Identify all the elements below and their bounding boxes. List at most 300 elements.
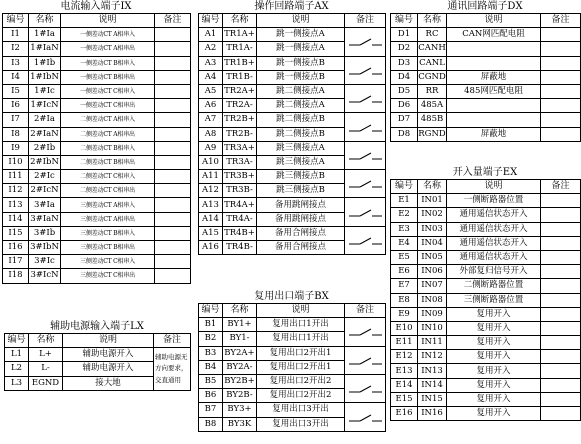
table-row [3, 198, 191, 212]
terminal-num: E11 [391, 336, 418, 350]
table-row [391, 28, 581, 42]
terminal-desc: 三侧差动CT A相串入 [61, 198, 155, 212]
table-row [3, 155, 191, 169]
terminal-desc [447, 56, 541, 70]
terminal-num: E16 [391, 407, 418, 421]
terminal-name: CGND [418, 70, 447, 84]
contact-cell [345, 403, 386, 431]
terminal-num: D4 [391, 70, 418, 84]
terminal-name: 3#Ia [29, 198, 61, 212]
terminal-desc: 跳一侧接点A [257, 28, 345, 42]
remark-cell [541, 194, 581, 208]
terminal-name: TR3A+ [223, 141, 257, 155]
terminal-num: I14 [3, 212, 29, 226]
table-row [391, 70, 581, 84]
terminal-name: IN03 [418, 222, 447, 236]
terminal-name: 1#IaN [29, 42, 61, 56]
terminal-num: E14 [391, 378, 418, 392]
terminal-name: TR1B- [223, 70, 257, 84]
remark-cell [541, 236, 581, 250]
terminal-num: A16 [199, 241, 223, 255]
terminal-desc: 复用开入 [447, 336, 541, 350]
remark-cell [541, 42, 581, 56]
terminal-desc: 一侧差动CT B相串入 [61, 56, 155, 70]
terminal-desc: 一侧差动CT C相串入 [61, 84, 155, 98]
terminal-name: TR3A- [223, 155, 257, 169]
terminal-num: E12 [391, 350, 418, 364]
terminal-name: 2#Ib [29, 141, 61, 155]
terminal-desc: 三侧差动CT B相串出 [61, 241, 155, 255]
remark-cell [155, 127, 191, 141]
terminal-name: IN11 [418, 336, 447, 350]
terminal-num: D5 [391, 84, 418, 98]
table-row [3, 184, 191, 198]
contact-cell [345, 198, 386, 226]
table-row [391, 84, 581, 98]
table-row [3, 42, 191, 56]
terminal-desc: 一侧差动CT C相串出 [61, 99, 155, 113]
header-name: 名称 [223, 14, 257, 28]
terminal-name: BY2B+ [223, 374, 257, 388]
terminal-desc: 二侧断路器位置 [447, 279, 541, 293]
terminal-desc: 复用开入 [447, 392, 541, 406]
terminal-desc: 跳一侧接点A [257, 42, 345, 56]
terminal-name: RC [418, 28, 447, 42]
terminal-name: IN15 [418, 392, 447, 406]
terminal-desc: 复用出口2开出1 [257, 360, 345, 374]
terminal-num: D2 [391, 42, 418, 56]
remark-cell [541, 56, 581, 70]
terminal-num: D3 [391, 56, 418, 70]
table-row [3, 113, 191, 127]
table-row [391, 265, 581, 279]
header-num: 编号 [199, 304, 223, 318]
header-desc: 说明 [257, 304, 345, 318]
contact-symbol-icon [345, 206, 386, 219]
header-remark: 备注 [541, 14, 581, 28]
terminal-desc: 通用遥信状态开入 [447, 236, 541, 250]
terminal-desc: 跳一侧接点B [257, 70, 345, 84]
remark-cell [155, 226, 191, 240]
table-row [3, 255, 191, 269]
terminal-desc: 辅助电源开入 [63, 348, 154, 362]
terminal-num: A6 [199, 99, 223, 113]
terminal-desc: 复用开入 [447, 321, 541, 335]
terminal-num: B3 [199, 346, 223, 360]
ax-block [198, 0, 385, 255]
remark-cell [541, 307, 581, 321]
terminal-desc: 备用跳闸接点 [257, 198, 345, 212]
ix-table [2, 13, 191, 284]
remark-cell [541, 321, 581, 335]
terminal-desc: 外部复归信号开入 [447, 265, 541, 279]
table-row [391, 364, 581, 378]
terminal-name: IN14 [418, 378, 447, 392]
terminal-desc: 三侧断路器位置 [447, 293, 541, 307]
terminal-num: A4 [199, 70, 223, 84]
contact-symbol-icon [345, 325, 386, 338]
table-row [391, 321, 581, 335]
terminal-num: A1 [199, 28, 223, 42]
terminal-num: D8 [391, 127, 418, 141]
contact-cell [345, 84, 386, 112]
terminal-desc: 备用合闸接点 [257, 241, 345, 255]
terminal-num: A3 [199, 56, 223, 70]
header-remark: 备注 [154, 334, 191, 348]
terminal-num: E3 [391, 222, 418, 236]
terminal-num: B7 [199, 403, 223, 417]
terminal-num: L2 [5, 362, 29, 376]
table-row [391, 236, 581, 250]
header-name: 名称 [29, 334, 63, 348]
remark-cell [541, 99, 581, 113]
terminal-name: IN08 [418, 293, 447, 307]
terminal-desc: 跳三侧接点B [257, 184, 345, 198]
table-row [199, 170, 386, 184]
terminal-name: 2#IbN [29, 155, 61, 169]
table-row [199, 141, 386, 155]
terminal-name: IN05 [418, 250, 447, 264]
ax-header-row [199, 14, 386, 28]
remark-cell [541, 293, 581, 307]
terminal-num: I16 [3, 241, 29, 255]
contact-cell [345, 56, 386, 84]
terminal-num: E9 [391, 307, 418, 321]
terminal-num: B4 [199, 360, 223, 374]
contact-symbol-icon [345, 149, 386, 162]
lx-note: 辅助电源无方向要求，交直通用 [154, 348, 191, 391]
remark-cell [155, 155, 191, 169]
remark-cell [155, 269, 191, 283]
table-row [391, 99, 581, 113]
header-remark: 备注 [155, 14, 191, 28]
header-num: 编号 [3, 14, 29, 28]
table-row [3, 170, 191, 184]
terminal-desc: 复用开入 [447, 407, 541, 421]
table-row [3, 212, 191, 226]
terminal-name: TR3B- [223, 184, 257, 198]
table-row [3, 84, 191, 98]
dx-block [390, 0, 580, 142]
remark-cell [541, 70, 581, 84]
terminal-desc: 复用开入 [447, 350, 541, 364]
terminal-desc: 三侧差动CT B相串入 [61, 226, 155, 240]
terminal-num: I10 [3, 155, 29, 169]
terminal-num: A12 [199, 184, 223, 198]
header-name: 名称 [418, 14, 447, 28]
table-row [391, 336, 581, 350]
contact-cell [345, 170, 386, 198]
header-remark: 备注 [345, 14, 386, 28]
terminal-num: I13 [3, 198, 29, 212]
header-name: 名称 [223, 304, 257, 318]
header-remark: 备注 [541, 180, 581, 194]
terminal-desc: 二侧差动CT C相串出 [61, 184, 155, 198]
terminal-num: B8 [199, 417, 223, 431]
remark-cell [155, 99, 191, 113]
remark-cell [541, 250, 581, 264]
terminal-desc: 屏蔽地 [447, 70, 541, 84]
lx-table [4, 333, 191, 391]
table-row [391, 279, 581, 293]
contact-symbol-icon [345, 64, 386, 77]
terminal-desc: 跳一侧接点B [257, 56, 345, 70]
terminal-name: 485B [418, 113, 447, 127]
remark-cell [541, 28, 581, 42]
terminal-name: IN10 [418, 321, 447, 335]
contact-symbol-icon [345, 92, 386, 105]
terminal-num: E1 [391, 194, 418, 208]
terminal-desc: 通用遥信状态开入 [447, 222, 541, 236]
terminal-num: B1 [199, 318, 223, 332]
table-row [199, 198, 386, 212]
terminal-name: IN12 [418, 350, 447, 364]
terminal-name: RGND [418, 127, 447, 141]
remark-cell [155, 198, 191, 212]
terminal-num: B2 [199, 332, 223, 346]
terminal-num: L1 [5, 348, 29, 362]
terminal-num: E6 [391, 265, 418, 279]
terminal-desc: 跳二侧接点A [257, 99, 345, 113]
terminal-name: 2#IaN [29, 127, 61, 141]
terminal-num: A13 [199, 198, 223, 212]
dx-header-row [391, 14, 581, 28]
bx-header-row [199, 304, 386, 318]
table-row [3, 141, 191, 155]
ex-header-row [391, 180, 581, 194]
table-row [3, 226, 191, 240]
terminal-desc: 二侧差动CT C相串入 [61, 170, 155, 184]
terminal-desc: 三侧差动CT C相串入 [61, 255, 155, 269]
table-row [199, 226, 386, 240]
table-row [391, 293, 581, 307]
terminal-num: A5 [199, 84, 223, 98]
terminal-name: IN02 [418, 208, 447, 222]
bx-block [198, 290, 385, 432]
remark-cell [541, 265, 581, 279]
table-row [3, 241, 191, 255]
terminal-num: D6 [391, 99, 418, 113]
terminal-name: TR4B- [223, 241, 257, 255]
terminal-desc: 一侧差动CT A相串入 [61, 28, 155, 42]
terminal-desc: 一侧断路器位置 [447, 194, 541, 208]
terminal-desc: 二侧差动CT A相串入 [61, 113, 155, 127]
terminal-name: EGND [29, 376, 63, 390]
terminal-desc: 辅助电源开入 [63, 362, 154, 376]
remark-cell [541, 208, 581, 222]
terminal-num: E4 [391, 236, 418, 250]
terminal-num: A7 [199, 113, 223, 127]
terminal-desc: 跳二侧接点B [257, 113, 345, 127]
terminal-desc: 二侧差动CT B相串入 [61, 141, 155, 155]
terminal-num: I12 [3, 184, 29, 198]
terminal-num: E13 [391, 364, 418, 378]
ix-block [2, 0, 190, 284]
terminal-desc [447, 42, 541, 56]
terminal-desc: 复用出口3开出 [257, 403, 345, 417]
terminal-desc: 一侧差动CT B相串出 [61, 70, 155, 84]
terminal-desc: 备用合闸接点 [257, 226, 345, 240]
terminal-name: IN16 [418, 407, 447, 421]
terminal-desc: 复用出口1开出 [257, 318, 345, 332]
table-row [3, 70, 191, 84]
terminal-num: A11 [199, 170, 223, 184]
table-row [199, 318, 386, 332]
table-row [3, 56, 191, 70]
contact-symbol-icon [345, 121, 386, 134]
terminal-num: I11 [3, 170, 29, 184]
terminal-num: I17 [3, 255, 29, 269]
remark-cell [155, 42, 191, 56]
terminal-num: B5 [199, 374, 223, 388]
table-row [199, 28, 386, 42]
terminal-desc: 复用出口2开出2 [257, 389, 345, 403]
terminal-name: 1#Ia [29, 28, 61, 42]
terminal-num: I1 [3, 28, 29, 42]
table-row [391, 350, 581, 364]
remark-cell [541, 392, 581, 406]
terminal-name: CANL [418, 56, 447, 70]
ex-title: 开入量端子EX [452, 167, 518, 178]
contact-cell [345, 374, 386, 402]
terminal-num: A15 [199, 226, 223, 240]
terminal-name: TR1A- [223, 42, 257, 56]
terminal-name: BY1- [223, 332, 257, 346]
terminal-desc: 二侧差动CT B相串出 [61, 155, 155, 169]
terminal-desc: 三侧差动CT C相串出 [61, 269, 155, 283]
terminal-desc: 二侧差动CT A相串出 [61, 127, 155, 141]
contact-symbol-icon [345, 177, 386, 190]
table-row [391, 56, 581, 70]
terminal-name: IN06 [418, 265, 447, 279]
terminal-desc: 备用跳闸接点 [257, 212, 345, 226]
remark-cell [155, 70, 191, 84]
table-row [391, 113, 581, 127]
terminal-num: D1 [391, 28, 418, 42]
terminal-desc [447, 113, 541, 127]
terminal-num: L3 [5, 376, 29, 390]
table-row [391, 127, 581, 141]
terminal-name: 1#IcN [29, 99, 61, 113]
terminal-name: BY3+ [223, 403, 257, 417]
terminal-num: A10 [199, 155, 223, 169]
terminal-num: I8 [3, 127, 29, 141]
contact-cell [345, 28, 386, 56]
remark-cell [155, 113, 191, 127]
terminal-desc: 跳二侧接点A [257, 84, 345, 98]
header-desc: 说明 [447, 14, 541, 28]
terminal-name: IN07 [418, 279, 447, 293]
terminal-name: 1#IbN [29, 70, 61, 84]
terminal-name: TR2A+ [223, 84, 257, 98]
terminal-desc: 复用开入 [447, 307, 541, 321]
contact-symbol-icon [345, 234, 386, 247]
bx-table [198, 303, 386, 432]
terminal-num: A14 [199, 212, 223, 226]
contact-symbol-icon [345, 411, 386, 424]
contact-cell [345, 141, 386, 169]
remark-cell [541, 407, 581, 421]
remark-cell [155, 28, 191, 42]
ax-title: 操作回路端子AX [254, 1, 329, 12]
terminal-desc: 三侧差动CT A相串出 [61, 212, 155, 226]
remark-cell [541, 350, 581, 364]
header-desc: 说明 [447, 180, 541, 194]
terminal-num: I3 [3, 56, 29, 70]
remark-cell [541, 378, 581, 392]
terminal-name: BY2A+ [223, 346, 257, 360]
table-row [5, 348, 191, 362]
contact-cell [345, 113, 386, 141]
terminal-name: L+ [29, 348, 63, 362]
terminal-name: TR4B+ [223, 226, 257, 240]
ix-header-row [3, 14, 191, 28]
terminal-desc: 复用出口1开出 [257, 332, 345, 346]
terminal-desc: 一侧差动CT A相串出 [61, 42, 155, 56]
terminal-desc: 通用遥信状态开入 [447, 250, 541, 264]
terminal-num: E8 [391, 293, 418, 307]
terminal-desc: 复用出口2开出2 [257, 374, 345, 388]
terminal-name: TR1A+ [223, 28, 257, 42]
terminal-name: BY2A- [223, 360, 257, 374]
table-row [3, 127, 191, 141]
terminal-num: E5 [391, 250, 418, 264]
remark-cell [155, 170, 191, 184]
lx-title: 辅助电源输入端子LX [50, 321, 144, 332]
table-row [199, 56, 386, 70]
table-row [199, 84, 386, 98]
terminal-name: TR2A- [223, 99, 257, 113]
header-num: 编号 [5, 334, 29, 348]
terminal-num: D7 [391, 113, 418, 127]
terminal-num: I4 [3, 70, 29, 84]
terminal-name: IN01 [418, 194, 447, 208]
table-row [3, 28, 191, 42]
remark-cell [541, 127, 581, 141]
lx-header-row [5, 334, 191, 348]
remark-cell [155, 141, 191, 155]
remark-cell [155, 241, 191, 255]
terminal-name: L- [29, 362, 63, 376]
header-num: 编号 [391, 180, 418, 194]
dx-title: 通讯回路端子DX [447, 1, 523, 12]
remark-cell [155, 255, 191, 269]
terminal-num: I5 [3, 84, 29, 98]
contact-symbol-icon [345, 354, 386, 367]
table-row [3, 99, 191, 113]
terminal-desc: 跳三侧接点A [257, 141, 345, 155]
contact-symbol-icon [345, 382, 386, 395]
contact-cell [345, 318, 386, 346]
header-desc: 说明 [61, 14, 155, 28]
terminal-name: TR3B+ [223, 170, 257, 184]
terminal-desc: 跳三侧接点A [257, 155, 345, 169]
table-row [391, 250, 581, 264]
terminal-desc: 485网匹配电阻 [447, 84, 541, 98]
terminal-name: CANH [418, 42, 447, 56]
terminal-desc: 通用遥信状态开入 [447, 208, 541, 222]
terminal-name: 485A [418, 99, 447, 113]
remark-cell [541, 113, 581, 127]
header-name: 名称 [418, 180, 447, 194]
terminal-name: 1#Ic [29, 84, 61, 98]
remark-cell [541, 336, 581, 350]
header-desc: 说明 [257, 14, 345, 28]
remark-cell [541, 222, 581, 236]
table-row [391, 222, 581, 236]
terminal-num: I7 [3, 113, 29, 127]
terminal-desc: 复用出口2开出1 [257, 346, 345, 360]
